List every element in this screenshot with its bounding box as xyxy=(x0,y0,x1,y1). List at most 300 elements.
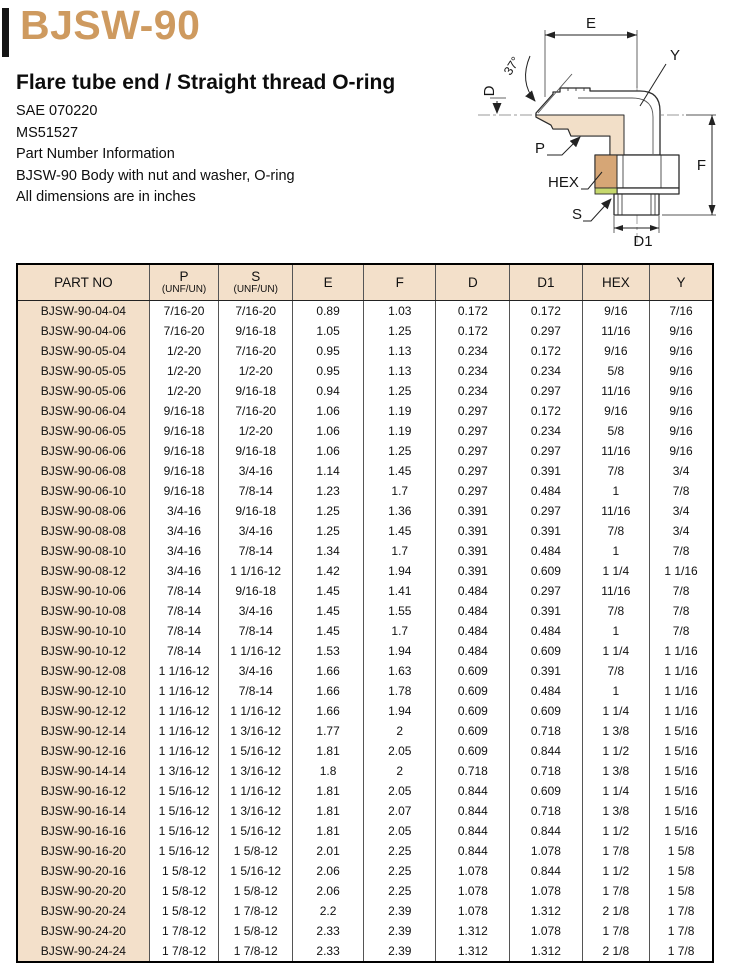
table-row xyxy=(17,881,713,901)
spec-cell: 1.81 xyxy=(293,801,364,821)
spec-cell: 1 7/8 xyxy=(582,881,650,901)
spec-cell: 1.81 xyxy=(293,781,364,801)
spec-cell: 2.25 xyxy=(364,841,436,861)
spec-cell: 9/16 xyxy=(650,361,713,381)
spec-cell: 1.45 xyxy=(293,581,364,601)
spec-cell: 0.95 xyxy=(293,361,364,381)
spec-cell: 0.484 xyxy=(436,601,510,621)
spec-cell: 1 5/16 xyxy=(650,761,713,781)
part-no-cell: BJSW-90-10-10 xyxy=(17,621,149,641)
part-no-cell: BJSW-90-24-24 xyxy=(17,941,149,962)
spec-cell: 2.06 xyxy=(293,881,364,901)
table-row xyxy=(17,581,713,601)
spec-cell: 1 1/16-12 xyxy=(149,661,219,681)
spec-cell: 1 7/8-12 xyxy=(149,921,219,941)
table-row xyxy=(17,721,713,741)
table-row xyxy=(17,321,713,341)
spec-cell: 1 5/8 xyxy=(650,861,713,881)
spec-cell: 11/16 xyxy=(582,381,650,401)
spec-cell: 9/16 xyxy=(650,421,713,441)
spec-cell: 1 7/8 xyxy=(650,921,713,941)
spec-cell: 3/4-16 xyxy=(219,661,293,681)
info-line-dimensions: All dimensions are in inches xyxy=(16,189,196,206)
spec-cell: 3/4-16 xyxy=(219,601,293,621)
table-row xyxy=(17,561,713,581)
spec-cell: 0.609 xyxy=(436,701,510,721)
spec-cell: 2.01 xyxy=(293,841,364,861)
spec-cell: 0.844 xyxy=(510,741,582,761)
spec-cell: 1.078 xyxy=(436,881,510,901)
table-row xyxy=(17,681,713,701)
spec-cell: 1 5/16-12 xyxy=(219,821,293,841)
spec-cell: 0.391 xyxy=(436,521,510,541)
spec-cell: 7/16-20 xyxy=(149,321,219,341)
spec-cell: 1.25 xyxy=(293,521,364,541)
spec-cell: 7/8 xyxy=(650,541,713,561)
spec-cell: 9/16-18 xyxy=(219,441,293,461)
spec-cell: 1 5/16 xyxy=(650,721,713,741)
spec-cell: 11/16 xyxy=(582,441,650,461)
table-row xyxy=(17,801,713,821)
spec-cell: 1.25 xyxy=(364,441,436,461)
spec-cell: 1 1/16 xyxy=(650,701,713,721)
part-no-cell: BJSW-90-16-14 xyxy=(17,801,149,821)
spec-cell: 1.34 xyxy=(293,541,364,561)
spec-cell: 0.718 xyxy=(510,721,582,741)
part-no-cell: BJSW-90-12-12 xyxy=(17,701,149,721)
p-label: P xyxy=(535,140,546,157)
spec-cell: 0.484 xyxy=(510,481,582,501)
f-label: F xyxy=(696,157,706,174)
part-no-cell: BJSW-90-24-20 xyxy=(17,921,149,941)
table-row xyxy=(17,921,713,941)
spec-cell: 7/8-14 xyxy=(219,621,293,641)
spec-cell: 9/16-18 xyxy=(149,461,219,481)
part-no-cell: BJSW-90-12-10 xyxy=(17,681,149,701)
spec-cell: 1 1/16-12 xyxy=(149,741,219,761)
spec-cell: 3/4-16 xyxy=(149,501,219,521)
part-no-cell: BJSW-90-04-06 xyxy=(17,321,149,341)
spec-cell: 0.172 xyxy=(436,301,510,322)
spec-cell: 1 1/16-12 xyxy=(149,721,219,741)
table-row xyxy=(17,661,713,681)
spec-cell: 7/8-14 xyxy=(219,681,293,701)
spec-cell: 1 3/16-12 xyxy=(219,761,293,781)
spec-cell: 1 3/8 xyxy=(582,801,650,821)
spec-cell: 1 5/16-12 xyxy=(149,821,219,841)
header-row xyxy=(17,264,713,301)
spec-cell: 1.77 xyxy=(293,721,364,741)
spec-cell: 1 7/8-12 xyxy=(219,941,293,962)
spec-cell: 9/16 xyxy=(650,341,713,361)
spec-cell: 11/16 xyxy=(582,321,650,341)
spec-cell: 0.609 xyxy=(510,781,582,801)
spec-cell: 0.94 xyxy=(293,381,364,401)
spec-cell: 7/8 xyxy=(582,661,650,681)
part-no-cell: BJSW-90-12-08 xyxy=(17,661,149,681)
spec-cell: 1.05 xyxy=(293,321,364,341)
spec-cell: 0.609 xyxy=(436,681,510,701)
part-no-cell: BJSW-90-06-08 xyxy=(17,461,149,481)
spec-cell: 1.94 xyxy=(364,701,436,721)
spec-cell: 1 5/8-12 xyxy=(149,881,219,901)
spec-cell: 0.297 xyxy=(510,501,582,521)
spec-cell: 1.45 xyxy=(293,601,364,621)
spec-cell: 2 1/8 xyxy=(582,941,650,962)
spec-cell: 2.39 xyxy=(364,941,436,962)
spec-cell: 1 1/16 xyxy=(650,641,713,661)
spec-cell: 7/8-14 xyxy=(149,621,219,641)
spec-cell: 1 5/16-12 xyxy=(149,801,219,821)
info-lines xyxy=(16,101,295,209)
spec-cell: 0.609 xyxy=(436,741,510,761)
f-arrow-bottom xyxy=(709,205,716,215)
spec-cell: 9/16 xyxy=(650,441,713,461)
spec-cell: 1 xyxy=(582,481,650,501)
spec-cell: 0.609 xyxy=(436,661,510,681)
table-row xyxy=(17,701,713,721)
e-arrow-left xyxy=(545,32,555,39)
spec-cell: 0.172 xyxy=(436,321,510,341)
spec-cell: 1 1/2 xyxy=(582,861,650,881)
spec-cell: 1 5/8 xyxy=(650,881,713,901)
spec-cell: 0.234 xyxy=(436,381,510,401)
spec-cell: 1.13 xyxy=(364,341,436,361)
hex-label: HEX xyxy=(548,174,579,191)
spec-cell: 1 1/4 xyxy=(582,641,650,661)
part-no-cell: BJSW-90-10-08 xyxy=(17,601,149,621)
spec-cell: 1.41 xyxy=(364,581,436,601)
table-row xyxy=(17,361,713,381)
fitting-diagram xyxy=(450,0,730,252)
title-accent-bar xyxy=(2,8,9,57)
spec-cell: 3/4-16 xyxy=(149,521,219,541)
spec-cell: 0.89 xyxy=(293,301,364,322)
spec-cell: 2.33 xyxy=(293,921,364,941)
spec-cell: 1/2-20 xyxy=(149,361,219,381)
s-label: S xyxy=(572,206,583,223)
spec-cell: 2.25 xyxy=(364,881,436,901)
part-no-cell: BJSW-90-06-10 xyxy=(17,481,149,501)
spec-cell: 7/8-14 xyxy=(149,641,219,661)
spec-cell: 1.45 xyxy=(364,461,436,481)
spec-cell: 1 7/8 xyxy=(650,901,713,921)
part-no-cell: BJSW-90-16-12 xyxy=(17,781,149,801)
part-no-cell: BJSW-90-20-16 xyxy=(17,861,149,881)
spec-cell: 0.484 xyxy=(510,621,582,641)
spec-cell: 7/8 xyxy=(582,521,650,541)
spec-cell: 1.78 xyxy=(364,681,436,701)
spec-cell: 0.391 xyxy=(436,561,510,581)
p-leader-line xyxy=(547,137,580,155)
spec-cell: 2.33 xyxy=(293,941,364,962)
spec-cell: 1.7 xyxy=(364,541,436,561)
spec-cell: 1.078 xyxy=(510,921,582,941)
table-row xyxy=(17,641,713,661)
d1-arrow-left xyxy=(614,225,623,231)
table-row xyxy=(17,441,713,461)
part-no-cell: BJSW-90-20-20 xyxy=(17,881,149,901)
spec-cell: 3/4 xyxy=(650,501,713,521)
col-header-f: F xyxy=(364,264,436,301)
spec-cell: 1 7/8 xyxy=(582,921,650,941)
spec-cell: 3/4-16 xyxy=(219,461,293,481)
spec-cell: 5/8 xyxy=(582,421,650,441)
spec-cell: 0.718 xyxy=(510,761,582,781)
spec-cell: 1 5/16 xyxy=(650,801,713,821)
spec-cell: 1.63 xyxy=(364,661,436,681)
spec-cell: 2 xyxy=(364,721,436,741)
spec-cell: 9/16 xyxy=(650,381,713,401)
table-row xyxy=(17,401,713,421)
spec-cell: 7/8 xyxy=(650,621,713,641)
spec-cell: 1 5/8-12 xyxy=(149,901,219,921)
spec-cell: 11/16 xyxy=(582,581,650,601)
spec-cell: 1 1/16-12 xyxy=(219,701,293,721)
spec-cell: 7/8-14 xyxy=(219,481,293,501)
spec-cell: 1 1/4 xyxy=(582,781,650,801)
spec-cell: 1 1/16-12 xyxy=(149,681,219,701)
spec-cell: 0.391 xyxy=(510,461,582,481)
part-no-cell: BJSW-90-12-14 xyxy=(17,721,149,741)
spec-cell: 1 7/8 xyxy=(650,941,713,962)
table-row xyxy=(17,621,713,641)
spec-cell: 7/8-14 xyxy=(149,581,219,601)
spec-cell: 1 xyxy=(582,681,650,701)
spec-cell: 0.484 xyxy=(436,621,510,641)
spec-cell: 0.297 xyxy=(510,581,582,601)
part-no-cell: BJSW-90-08-06 xyxy=(17,501,149,521)
spec-cell: 1.81 xyxy=(293,821,364,841)
spec-cell: 0.297 xyxy=(436,421,510,441)
spec-cell: 1 7/8-12 xyxy=(149,941,219,962)
spec-cell: 1.13 xyxy=(364,361,436,381)
d1-arrow-right xyxy=(650,225,659,231)
spec-cell: 0.718 xyxy=(436,761,510,781)
part-no-cell: BJSW-90-08-08 xyxy=(17,521,149,541)
spec-cell: 1.25 xyxy=(364,321,436,341)
s-leader-line xyxy=(583,199,611,221)
spec-cell: 7/8-14 xyxy=(219,541,293,561)
spec-cell: 9/16-18 xyxy=(149,401,219,421)
spec-cell: 1.06 xyxy=(293,441,364,461)
info-line-body: BJSW-90 Body with nut and washer, O-ring xyxy=(16,167,295,184)
spec-cell: 1.078 xyxy=(510,841,582,861)
spec-cell: 1 3/16-12 xyxy=(219,801,293,821)
spec-cell: 1 1/16 xyxy=(650,661,713,681)
part-no-cell: BJSW-90-14-14 xyxy=(17,761,149,781)
spec-table-body xyxy=(17,301,713,963)
spec-cell: 7/16-20 xyxy=(219,341,293,361)
info-line-sae: SAE 070220 xyxy=(16,103,98,119)
spec-cell: 9/16-18 xyxy=(149,441,219,461)
spec-table-head xyxy=(17,264,713,301)
spec-cell: 9/16-18 xyxy=(219,321,293,341)
part-no-cell: BJSW-90-16-20 xyxy=(17,841,149,861)
spec-cell: 1.078 xyxy=(510,881,582,901)
spec-cell: 1 5/8-12 xyxy=(219,841,293,861)
spec-cell: 0.234 xyxy=(436,361,510,381)
spec-cell: 9/16-18 xyxy=(219,501,293,521)
table-row xyxy=(17,461,713,481)
spec-cell: 3/4 xyxy=(650,521,713,541)
spec-cell: 0.172 xyxy=(510,301,582,322)
e-arrow-right xyxy=(627,32,637,39)
spec-cell: 1.81 xyxy=(293,741,364,761)
spec-cell: 5/8 xyxy=(582,361,650,381)
spec-cell: 0.844 xyxy=(436,801,510,821)
spec-table xyxy=(16,263,714,963)
e-label: E xyxy=(585,15,597,32)
spec-cell: 3/4 xyxy=(650,461,713,481)
part-no-cell: BJSW-90-08-12 xyxy=(17,561,149,581)
spec-cell: 7/16 xyxy=(650,301,713,322)
info-line-part-number: Part Number Information xyxy=(16,146,175,163)
spec-cell: 3/4-16 xyxy=(149,541,219,561)
spec-cell: 1 1/16 xyxy=(650,681,713,701)
cone-angle-arc xyxy=(526,56,535,101)
spec-cell: 1 1/16-12 xyxy=(219,561,293,581)
spec-cell: 0.172 xyxy=(510,341,582,361)
spec-cell: 1.19 xyxy=(364,421,436,441)
col-header-d1: D1 xyxy=(510,264,582,301)
spec-cell: 2.07 xyxy=(364,801,436,821)
part-no-cell: BJSW-90-16-16 xyxy=(17,821,149,841)
part-no-cell: BJSW-90-05-05 xyxy=(17,361,149,381)
spec-cell: 1.55 xyxy=(364,601,436,621)
spec-cell: 1 xyxy=(582,621,650,641)
spec-cell: 3/4-16 xyxy=(149,561,219,581)
spec-cell: 1 1/16-12 xyxy=(219,781,293,801)
spec-cell: 1.23 xyxy=(293,481,364,501)
part-no-cell: BJSW-90-20-24 xyxy=(17,901,149,921)
spec-cell: 1.45 xyxy=(293,621,364,641)
spec-cell: 1.312 xyxy=(436,921,510,941)
spec-cell: 9/16 xyxy=(582,401,650,421)
col-header-d: D xyxy=(436,264,510,301)
spec-cell: 0.172 xyxy=(510,401,582,421)
spec-cell: 2 xyxy=(364,761,436,781)
spec-cell: 0.234 xyxy=(436,341,510,361)
spec-cell: 1 xyxy=(582,541,650,561)
col-header-s: S (UNF/UN) xyxy=(219,264,293,301)
spec-cell: 1 1/4 xyxy=(582,701,650,721)
spec-cell: 0.297 xyxy=(436,481,510,501)
spec-cell: 1.8 xyxy=(293,761,364,781)
spec-cell: 0.297 xyxy=(436,461,510,481)
spec-cell: 0.609 xyxy=(436,721,510,741)
spec-cell: 1 5/8-12 xyxy=(149,861,219,881)
spec-cell: 1 3/8 xyxy=(582,761,650,781)
spec-cell: 1 5/8-12 xyxy=(219,881,293,901)
spec-cell: 2 1/8 xyxy=(582,901,650,921)
spec-cell: 9/16 xyxy=(582,301,650,322)
spec-cell: 2.05 xyxy=(364,741,436,761)
spec-cell: 0.844 xyxy=(510,821,582,841)
spec-cell: 0.391 xyxy=(436,541,510,561)
spec-cell: 0.484 xyxy=(510,681,582,701)
spec-cell: 9/16-18 xyxy=(219,381,293,401)
spec-cell: 1 5/8 xyxy=(650,841,713,861)
spec-cell: 11/16 xyxy=(582,501,650,521)
spec-cell: 7/8 xyxy=(582,601,650,621)
spec-cell: 1.14 xyxy=(293,461,364,481)
spec-cell: 0.297 xyxy=(510,321,582,341)
table-row xyxy=(17,381,713,401)
spec-cell: 1.25 xyxy=(293,501,364,521)
spec-cell: 7/16-20 xyxy=(149,301,219,322)
table-row xyxy=(17,761,713,781)
spec-cell: 2.06 xyxy=(293,861,364,881)
spec-cell: 1 5/8-12 xyxy=(219,921,293,941)
table-row xyxy=(17,841,713,861)
spec-cell: 0.234 xyxy=(510,361,582,381)
spec-cell: 1/2-20 xyxy=(149,381,219,401)
spec-cell: 2.39 xyxy=(364,901,436,921)
spec-cell: 1 3/8 xyxy=(582,721,650,741)
spec-cell: 0.844 xyxy=(436,841,510,861)
spec-cell: 7/16-20 xyxy=(219,401,293,421)
col-header-y: Y xyxy=(650,264,713,301)
spec-cell: 1 5/16-12 xyxy=(149,841,219,861)
spec-cell: 0.297 xyxy=(436,441,510,461)
spec-cell: 1 5/16 xyxy=(650,781,713,801)
table-row xyxy=(17,741,713,761)
part-no-cell: BJSW-90-10-12 xyxy=(17,641,149,661)
spec-cell: 0.609 xyxy=(510,701,582,721)
spec-cell: 0.234 xyxy=(510,421,582,441)
spec-cell: 0.297 xyxy=(510,441,582,461)
spec-cell: 1 1/2 xyxy=(582,821,650,841)
part-no-cell: BJSW-90-04-04 xyxy=(17,301,149,322)
spec-cell: 0.391 xyxy=(436,501,510,521)
spec-cell: 0.484 xyxy=(436,581,510,601)
spec-cell: 2.2 xyxy=(293,901,364,921)
part-no-cell: BJSW-90-06-06 xyxy=(17,441,149,461)
spec-cell: 1.94 xyxy=(364,561,436,581)
spec-cell: 0.844 xyxy=(510,861,582,881)
spec-cell: 0.484 xyxy=(510,541,582,561)
col-header-part-no: PART NO xyxy=(17,264,149,301)
table-row xyxy=(17,941,713,962)
spec-cell: 9/16-18 xyxy=(149,421,219,441)
spec-cell: 3/4-16 xyxy=(219,521,293,541)
table-row xyxy=(17,821,713,841)
spec-cell: 1.45 xyxy=(364,521,436,541)
page-title: BJSW-90 xyxy=(20,2,201,48)
hex-nut-section xyxy=(595,155,617,188)
spec-cell: 0.844 xyxy=(436,821,510,841)
y-label: Y xyxy=(670,47,681,64)
spec-cell: 2.05 xyxy=(364,821,436,841)
spec-cell: 1.53 xyxy=(293,641,364,661)
spec-cell: 1.7 xyxy=(364,481,436,501)
o-ring-section xyxy=(595,188,617,194)
spec-cell: 1.66 xyxy=(293,661,364,681)
spec-cell: 1 5/16-12 xyxy=(219,861,293,881)
part-no-cell: BJSW-90-08-10 xyxy=(17,541,149,561)
spec-cell: 0.95 xyxy=(293,341,364,361)
spec-cell: 1/2-20 xyxy=(149,341,219,361)
spec-cell: 9/16 xyxy=(650,321,713,341)
spec-cell: 1.03 xyxy=(364,301,436,322)
spec-cell: 1 1/16-12 xyxy=(219,641,293,661)
spec-cell: 0.844 xyxy=(436,781,510,801)
spec-cell: 1 1/16 xyxy=(650,561,713,581)
spec-cell: 9/16 xyxy=(650,401,713,421)
spec-cell: 0.297 xyxy=(436,401,510,421)
col-header-p: P (UNF/UN) xyxy=(149,264,219,301)
